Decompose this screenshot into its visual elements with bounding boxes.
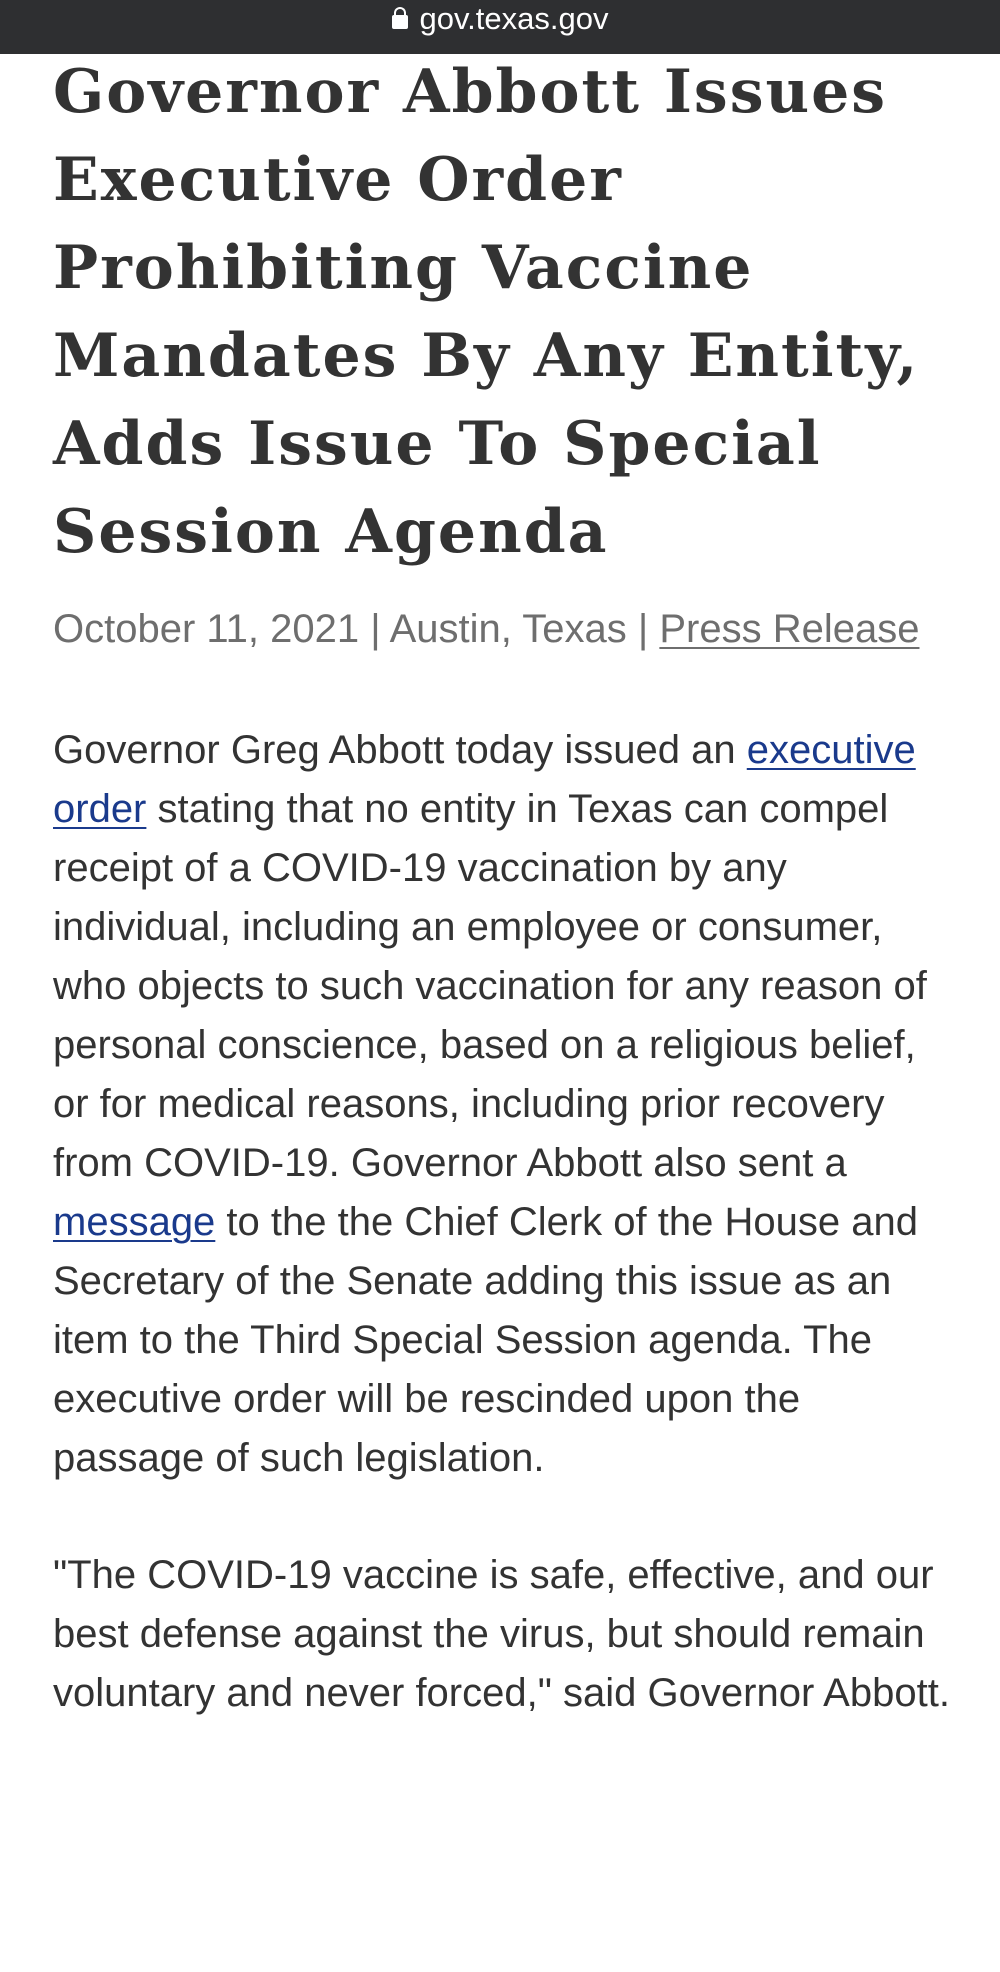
paragraph-1 [53, 721, 953, 1488]
lock-icon [392, 15, 408, 29]
paragraph-text: stating that no entity in Texas can compel receipt of a COVID-19 vaccination by any individual, including an employee or consumer, who objects to such vaccination for any reason of personal conscience, based on a religious belief, or for medical reasons, including prior recovery from COVID-19. Governor Abbott also sent a [53, 787, 927, 1185]
executive-order-link[interactable]: executive order [53, 728, 916, 831]
article-location: Austin, Texas [389, 607, 627, 651]
article-date: October 11, 2021 [53, 607, 360, 651]
meta-separator: | [626, 607, 660, 651]
meta-separator: | [359, 607, 390, 651]
paragraph-2-quote: "The COVID-19 vaccine is safe, effective, and our best defense against the virus, but should remain voluntary and never forced," said Governor Abbott. [53, 1553, 950, 1715]
paragraph-text: to the the Chief Clerk of the House and Secretary of the Senate adding this issue as an item to the Third Special Session agenda. The executive order will be rescinded upon the passage of such legislation. [53, 1200, 918, 1480]
page-title: Governor Abbott Issues Executive Order Prohibiting Vaccine Mandates By Any Entity, Adds Issue To Special Session Agenda [53, 57, 920, 567]
article [53, 54, 953, 1781]
article-meta [53, 600, 953, 659]
url-text[interactable]: gov.texas.gov [419, 1, 609, 36]
message-link[interactable]: message [53, 1200, 216, 1244]
article-body [53, 721, 953, 1723]
browser-url-bar[interactable] [0, 0, 1000, 54]
press-release-link[interactable]: Press Release [659, 607, 920, 651]
paragraph-text: Governor Greg Abbott today issued an [53, 728, 747, 772]
